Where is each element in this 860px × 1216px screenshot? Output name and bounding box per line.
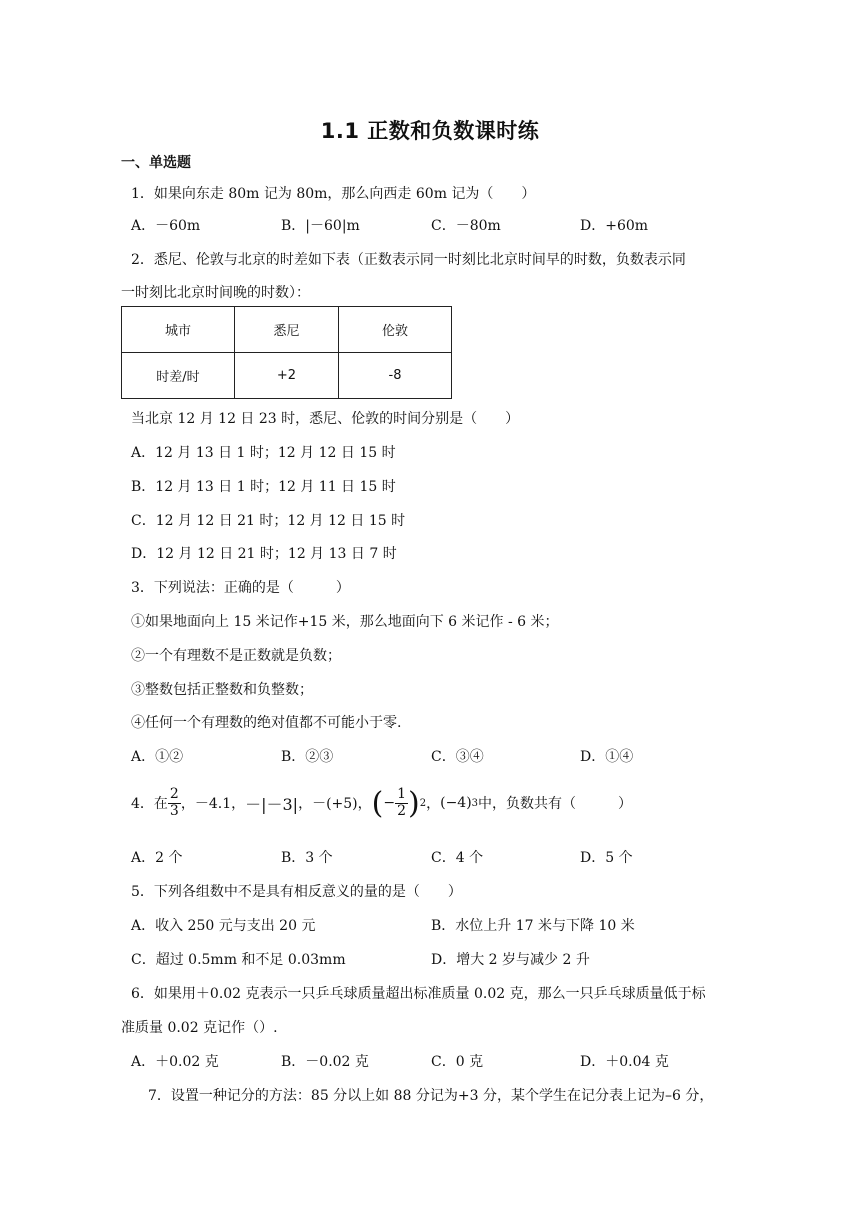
q7-stem-line1: 7．设置一种记分的方法：85 分以上如 88 分记为+3 分，某个学生在记分表上记为–6 分， <box>148 1088 714 1104</box>
q3-option-b[interactable]: B．②③ <box>281 749 334 765</box>
q3-option-d[interactable]: D．①④ <box>580 749 634 765</box>
q4-prefix: 4．在 <box>131 796 168 812</box>
q4-option-b[interactable]: B．3 个 <box>281 850 333 866</box>
q5-option-b[interactable]: B．水位上升 17 米与下降 10 米 <box>431 918 635 934</box>
q6-stem-line1: 6．如果用＋0.02 克表示一只乒乓球质量超出标准质量 0.02 克，那么一只乒乓球质量低于标 <box>131 986 706 1002</box>
q5-stem: 5．下列各组数中不是具有相反意义的量的是（ ） <box>131 884 462 900</box>
q1-option-d[interactable]: D．+60m <box>580 218 649 234</box>
q5-option-c[interactable]: C．超过 0.5mm 和不足 0.03mm <box>131 952 346 968</box>
q2-option-c[interactable]: C．12 月 12 日 21 时；12 月 12 日 15 时 <box>131 513 406 529</box>
power-base: (−4) <box>440 795 472 811</box>
q2-option-a[interactable]: A．12 月 13 日 1 时；12 月 12 日 15 时 <box>131 445 396 461</box>
exponent-two: 2 <box>419 797 427 809</box>
q4-stem <box>131 778 632 828</box>
table-cell-sydney: +2 <box>235 353 339 399</box>
q5-option-d[interactable]: D．增大 2 岁与减少 2 升 <box>431 952 590 968</box>
q2-stem-line1: 2．悉尼、伦敦与北京的时差如下表（正数表示同一时刻比北京时间早的时数，负数表示同 <box>131 252 686 268</box>
fraction-numerator: 1 <box>397 786 407 803</box>
table-cell-london: -8 <box>339 353 452 399</box>
q1-option-a[interactable]: A．－60m <box>131 218 201 234</box>
q6-option-c[interactable]: C．0 克 <box>431 1054 484 1070</box>
q3-item-3: ③整数包括正整数和负整数； <box>131 682 313 698</box>
q4-text-3: ，－(+5)， <box>298 796 372 812</box>
table-header-city: 城市 <box>122 307 235 353</box>
table-header-london: 伦敦 <box>339 307 452 353</box>
q4-text-4: ， <box>426 796 441 812</box>
q2-option-d[interactable]: D．12 月 12 日 21 时；12 月 13 日 7 时 <box>131 546 397 562</box>
fraction-denominator: 3 <box>169 802 179 819</box>
q4-option-d[interactable]: D．5 个 <box>580 850 633 866</box>
q4-option-c[interactable]: C．4 个 <box>431 850 484 866</box>
q3-option-a[interactable]: A．①② <box>131 749 184 765</box>
q4-suffix: 中，负数共有（ ） <box>478 796 633 812</box>
page-title: 1.1 正数和负数课时练 <box>320 119 540 143</box>
q2-option-b[interactable]: B．12 月 13 日 1 时；12 月 11 日 15 时 <box>131 479 396 495</box>
q3-item-4: ④任何一个有理数的绝对值都不可能小于零. <box>131 715 402 731</box>
minus-sign: − <box>383 795 396 811</box>
section-heading: 一、单选题 <box>121 155 191 171</box>
time-difference-table <box>121 306 452 399</box>
q6-option-b[interactable]: B．－0.02 克 <box>281 1054 369 1070</box>
q4-option-a[interactable]: A．2 个 <box>131 850 183 866</box>
fraction-numerator: 2 <box>169 786 179 803</box>
left-paren: ( <box>371 785 384 821</box>
q6-option-d[interactable]: D．＋0.04 克 <box>580 1054 669 1070</box>
q3-stem: 3．下列说法：正确的是（ ） <box>131 580 350 596</box>
q4-abs-expression: －|－3| <box>245 794 299 814</box>
q4-text-1: ，－4.1， <box>180 796 246 812</box>
q2-question: 当北京 12 月 12 日 23 时，悉尼、伦敦的时间分别是（ ） <box>131 411 520 427</box>
q6-option-a[interactable]: A．＋0.02 克 <box>131 1054 219 1070</box>
q2-stem-line2: 一时刻比北京时间晚的时数）： <box>121 285 310 301</box>
fraction-two-thirds <box>168 787 181 819</box>
table-row <box>122 353 452 399</box>
exponent-three: 3 <box>471 797 479 809</box>
fraction-denominator: 2 <box>397 802 407 819</box>
q1-option-b[interactable]: B．|－60|m <box>281 218 360 234</box>
q3-option-c[interactable]: C．③④ <box>431 749 484 765</box>
table-header-sydney: 悉尼 <box>235 307 339 353</box>
q3-item-1: ①如果地面向上 15 米记作+15 米，那么地面向下 6 米记作 - 6 米； <box>131 614 559 630</box>
right-paren: ) <box>408 785 420 821</box>
q1-stem: 1．如果向东走 80m 记为 80m，那么向西走 60m 记为（ ） <box>131 186 536 202</box>
table-cell-label: 时差/时 <box>122 353 235 399</box>
table-row <box>122 307 452 353</box>
fraction-one-half <box>395 787 408 819</box>
q6-stem-line2: 准质量 0.02 克记作（）. <box>121 1020 278 1036</box>
q1-option-c[interactable]: C．－80m <box>431 218 501 234</box>
q3-item-2: ②一个有理数不是正数就是负数； <box>131 648 341 664</box>
q5-option-a[interactable]: A．收入 250 元与支出 20 元 <box>131 918 316 934</box>
